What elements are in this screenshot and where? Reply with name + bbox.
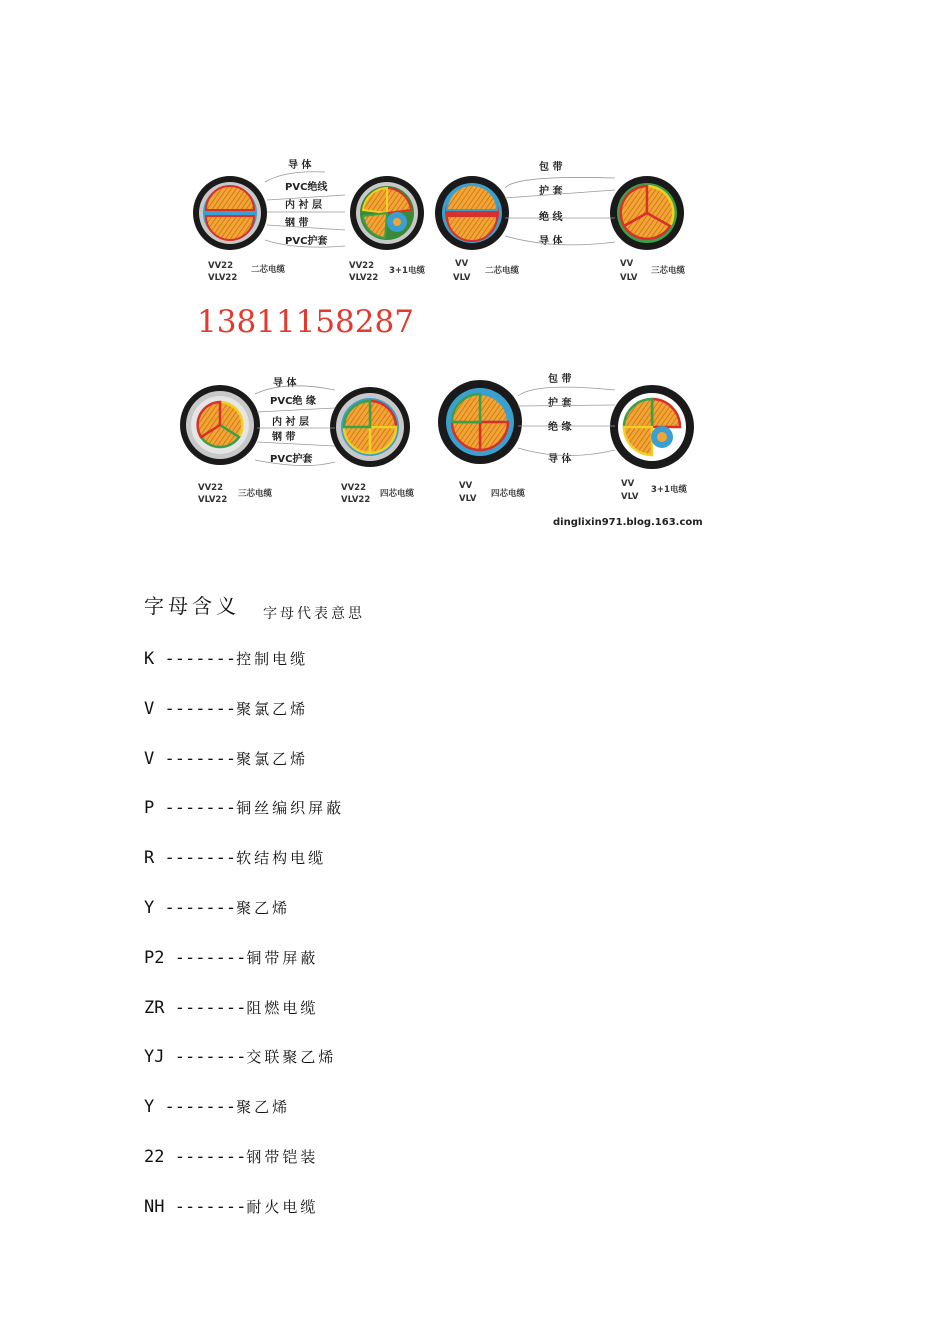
layer-label: 绝 线	[539, 212, 563, 223]
code-item	[144, 1096, 344, 1146]
watermark: dinglixin971.blog.163.com	[553, 517, 703, 528]
code-dashes: -------	[164, 1146, 247, 1167]
code-description: 聚氯乙烯	[236, 699, 309, 718]
code-letter: R	[144, 848, 155, 869]
bottom-left-diagram	[180, 376, 415, 505]
layer-label: 导 体	[288, 160, 312, 171]
cable-model: VV	[459, 481, 473, 491]
code-item	[144, 1196, 344, 1246]
code-item	[144, 698, 344, 748]
code-dashes: -------	[154, 748, 237, 769]
code-description: 聚氯乙烯	[236, 749, 309, 768]
cable-3plus1-armored	[350, 176, 424, 250]
code-letter: Y	[144, 897, 155, 918]
code-letter: P	[144, 798, 155, 819]
code-dashes: -------	[154, 649, 237, 669]
code-description: 钢带铠装	[246, 1147, 319, 1166]
cable-model: VV22	[198, 483, 223, 493]
cable-model: VLV	[459, 494, 477, 504]
code-description: 聚乙烯	[236, 898, 291, 917]
layer-label: 绝 缘	[548, 422, 572, 433]
layer-label: 护 套	[548, 398, 572, 409]
cable-name: 四芯电缆	[491, 489, 526, 499]
code-item	[144, 1046, 344, 1096]
code-item	[144, 748, 344, 798]
code-list	[144, 648, 344, 1246]
cable-model: VV	[620, 259, 634, 269]
code-item	[144, 847, 344, 897]
code-description: 软结构电缆	[236, 849, 327, 868]
code-dashes: -------	[154, 798, 237, 819]
code-letter: K	[144, 649, 155, 669]
code-description: 交联聚乙烯	[246, 1048, 337, 1067]
code-letter: Y	[144, 1097, 155, 1118]
code-item	[144, 1146, 344, 1196]
code-letter: 22	[144, 1146, 165, 1167]
code-dashes: -------	[164, 997, 247, 1018]
bottom-right-layer-labels	[518, 372, 615, 465]
bottom-right-diagram	[438, 372, 694, 504]
cable-3core-armored	[180, 385, 260, 465]
cable-model: VLV22	[341, 495, 371, 505]
code-dashes: -------	[164, 1047, 247, 1068]
code-dashes: -------	[164, 1196, 247, 1217]
layer-label: 内 衬 层	[272, 417, 309, 428]
code-item	[144, 797, 344, 847]
cable-3plus1-plain	[610, 385, 694, 469]
cable-model: VLV	[621, 492, 639, 502]
cable-name: 二芯电缆	[485, 266, 520, 276]
code-dashes: -------	[154, 1097, 237, 1118]
cable-2core-plain	[435, 176, 509, 250]
cable-2core-armored	[193, 176, 267, 250]
layer-label: 导 体	[273, 378, 297, 389]
code-letter: V	[144, 748, 155, 769]
bottom-left-layer-labels	[255, 376, 335, 466]
code-description: 阻燃电缆	[246, 998, 319, 1017]
top-right-diagram	[435, 160, 686, 283]
cable-model: VV22	[208, 261, 233, 271]
cable-name: 3+1电缆	[389, 266, 425, 276]
layer-label: 护 套	[539, 186, 563, 197]
cable-model: VV22	[349, 261, 374, 271]
layer-label: PVC绝线	[285, 182, 328, 193]
layer-label: 内 衬 层	[285, 200, 322, 211]
code-letter: ZR	[144, 997, 165, 1018]
cable-model: VLV	[453, 273, 471, 283]
layer-label: 包 带	[539, 162, 563, 173]
cable-4core-armored	[330, 387, 410, 467]
top-right-layer-labels	[505, 160, 615, 247]
code-item	[144, 648, 344, 698]
layer-label: 包 带	[548, 374, 572, 385]
layer-label: 钢 带	[285, 218, 309, 229]
cable-model: VLV22	[208, 273, 238, 283]
code-description: 铜带屏蔽	[246, 948, 319, 967]
code-item	[144, 947, 344, 997]
code-dashes: -------	[154, 897, 237, 918]
cable-model: VV22	[341, 483, 366, 493]
code-dashes: -------	[154, 848, 237, 869]
cable-model: VLV22	[198, 495, 228, 505]
layer-label: 导 体	[539, 236, 563, 247]
code-letter: V	[144, 698, 155, 719]
code-letter: P2	[144, 947, 165, 968]
cable-model: VLV22	[349, 273, 379, 283]
cable-name: 四芯电缆	[380, 489, 415, 499]
layer-label: 导 体	[548, 454, 572, 465]
code-dashes: -------	[164, 947, 247, 968]
cable-structure-figure	[175, 150, 715, 530]
section-heading: 字母含义	[144, 594, 240, 618]
cable-name: 二芯电缆	[251, 265, 286, 275]
section-subheading: 字母代表意思	[263, 606, 365, 622]
phone-number: 13811158287	[197, 304, 414, 340]
code-description: 铜丝编织屏蔽	[236, 799, 345, 818]
code-letter: YJ	[144, 1047, 165, 1068]
cable-4core-plain	[438, 380, 522, 464]
cable-name: 3+1电缆	[651, 485, 687, 495]
cable-3core-plain	[610, 176, 684, 250]
code-item	[144, 897, 344, 947]
cable-name: 三芯电缆	[651, 266, 686, 276]
code-dashes: -------	[154, 698, 237, 719]
top-left-layer-labels	[265, 158, 345, 247]
layer-label: PVC护套	[285, 236, 328, 247]
layer-label: 钢 带	[272, 432, 296, 443]
layer-label: PVC绝 缘	[270, 396, 316, 407]
code-item	[144, 997, 344, 1047]
top-left-diagram	[193, 158, 425, 283]
code-letter: NH	[144, 1196, 165, 1217]
code-description: 控制电缆	[236, 650, 309, 668]
layer-label: PVC护套	[270, 454, 313, 465]
cable-model: VLV	[620, 273, 638, 283]
cable-model: VV	[621, 479, 635, 489]
code-description: 耐火电缆	[246, 1197, 319, 1216]
cable-diagrams	[175, 150, 715, 530]
cable-model: VV	[455, 259, 469, 269]
code-description: 聚乙烯	[236, 1098, 291, 1117]
cable-name: 三芯电缆	[238, 489, 273, 499]
